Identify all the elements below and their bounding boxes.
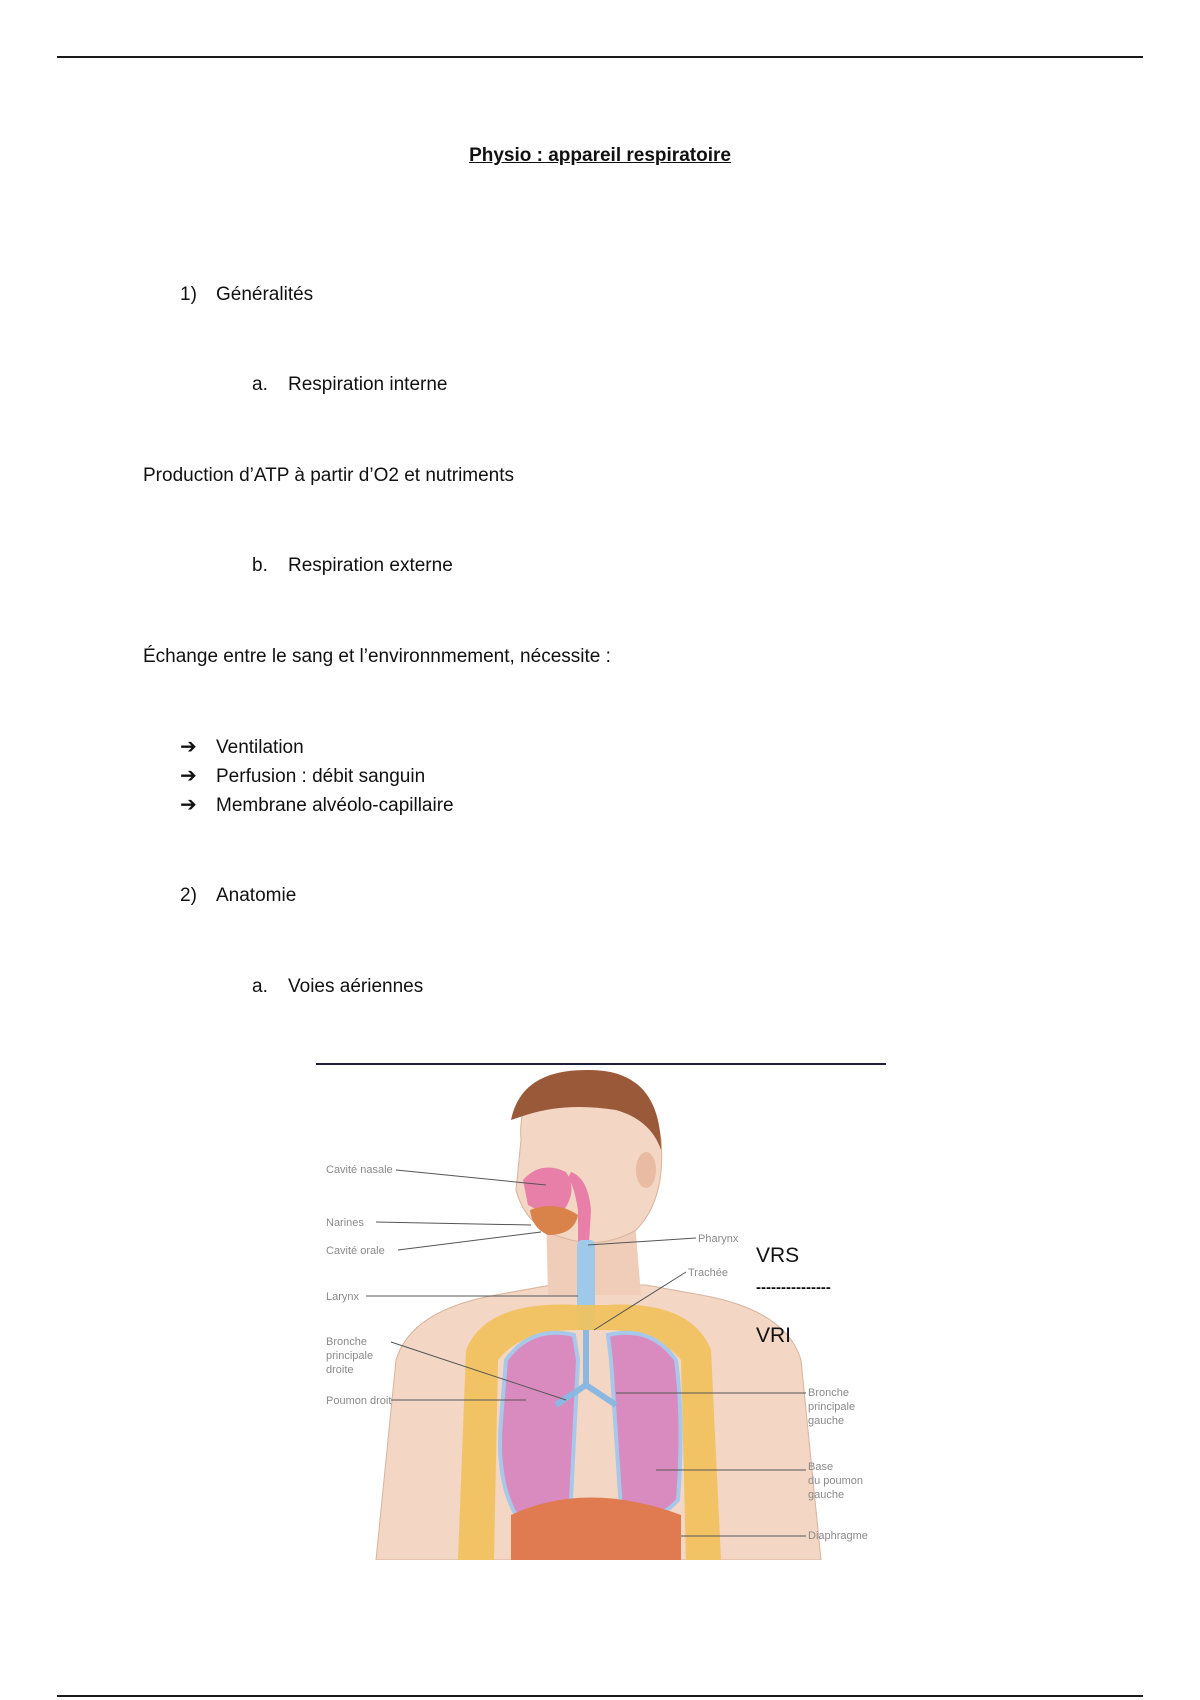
label-poumon-droit: Poumon droit [326, 1395, 392, 1407]
respiratory-anatomy-illustration [316, 1060, 888, 1560]
section-title: Généralités [216, 284, 314, 305]
label-bronche-droite: principale [326, 1350, 374, 1362]
paragraph-production-atp: Production d’ATP à partir d’O2 et nutriments [143, 465, 515, 486]
section-number: 1) [180, 284, 197, 305]
paragraph-echange: Échange entre le sang et l’environnmement, nécessite : [143, 646, 611, 667]
subheading-voies-aeriennes [252, 975, 423, 999]
arrow-right-icon: ➔ [180, 794, 197, 816]
vrs-label: VRS [756, 1244, 800, 1267]
label-larynx: Larynx [326, 1291, 360, 1303]
subheading-respiration-interne [252, 373, 447, 397]
arrow-right-icon: ➔ [180, 736, 197, 758]
list-item [180, 793, 454, 818]
label-bronche-gauche: gauche [808, 1415, 845, 1427]
label-bronche-droite: droite [326, 1364, 354, 1376]
header-rule [57, 56, 1143, 58]
list-item-text: Membrane alvéolo-capillaire [216, 795, 454, 816]
label-pharynx: Pharynx [698, 1233, 739, 1245]
subheading-letter: a. [252, 976, 268, 997]
label-cavite-nasale: Cavité nasale [326, 1164, 393, 1176]
vri-label: VRI [756, 1324, 792, 1347]
subheading-title: Respiration interne [288, 374, 448, 395]
label-diaphragme: Diaphragme [808, 1530, 868, 1542]
footer-rule [57, 1695, 1143, 1697]
label-base-poumon: du poumon [808, 1475, 864, 1487]
label-bronche-gauche: principale [808, 1401, 856, 1413]
vrs-vri-divider: --------------- [756, 1279, 831, 1296]
list-item-text: Perfusion : débit sanguin [216, 766, 426, 787]
page-title: Physio : appareil respiratoire [469, 145, 731, 166]
section-title: Anatomie [216, 885, 297, 906]
subheading-title: Respiration externe [288, 555, 453, 576]
subheading-title: Voies aériennes [288, 976, 424, 997]
label-bronche-droite: Bronche [326, 1336, 367, 1348]
label-base-poumon: gauche [808, 1489, 845, 1501]
label-bronche-gauche: Bronche [808, 1387, 849, 1399]
list-item [180, 735, 304, 760]
list-item [180, 764, 425, 789]
arrow-right-icon: ➔ [180, 765, 197, 787]
list-item-text: Ventilation [216, 737, 304, 758]
subheading-respiration-externe [252, 554, 453, 578]
respiratory-anatomy-figure [316, 1060, 888, 1560]
subheading-letter: a. [252, 374, 268, 395]
label-narines: Narines [326, 1217, 364, 1229]
subheading-letter: b. [252, 555, 268, 576]
label-cavite-orale: Cavité orale [326, 1245, 385, 1257]
section-number: 2) [180, 885, 197, 906]
section-heading-anatomie [180, 884, 296, 908]
label-trachee: Trachée [688, 1267, 728, 1279]
label-base-poumon: Base [808, 1461, 834, 1473]
section-heading-generalites [180, 283, 313, 307]
